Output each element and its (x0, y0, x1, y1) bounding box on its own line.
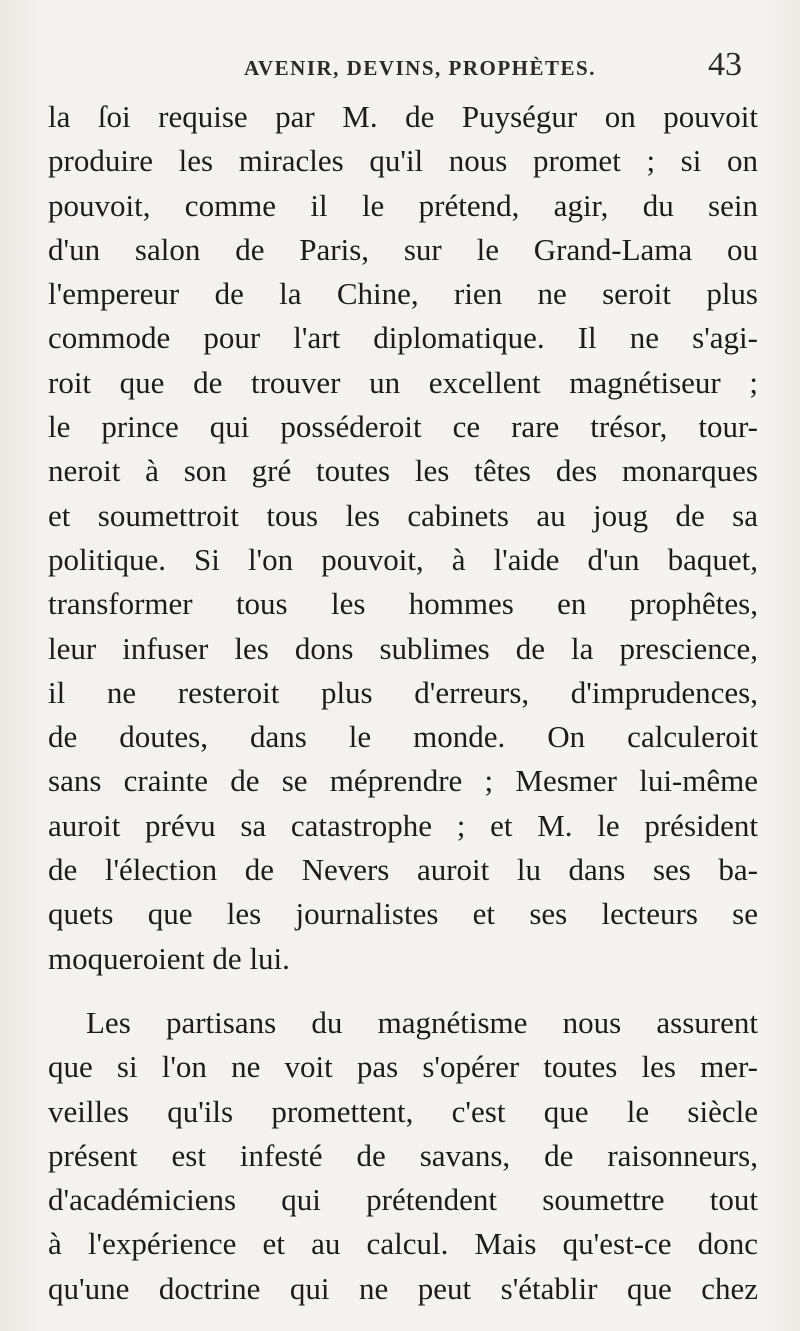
text-line: neroit à son gré toutes les têtes des monarques (48, 453, 758, 489)
paragraph (48, 1001, 758, 1311)
text-line: Les partisans du magnétisme nous assurent (86, 1004, 758, 1040)
text-line: il ne resteroit plus d'erreurs, d'imprudences, (48, 674, 758, 710)
text-line: l'empereur de la Chine, rien ne seroit plus (48, 276, 758, 312)
text-line: roit que de trouver un excellent magnétiseur ; (48, 364, 758, 400)
text-line: sans crainte de se méprendre ; Mesmer lui-même (48, 763, 758, 799)
text-line: de doutes, dans le monde. On calculeroit (48, 719, 758, 755)
body-text (48, 95, 758, 1311)
text-line: commode pour l'art diplomatique. Il ne s'agi- (48, 320, 758, 356)
text-line: quets que les journalistes et ses lecteurs se (48, 896, 758, 932)
text-line: veilles qu'ils promettent, c'est que le siècle (48, 1093, 758, 1129)
text-line: politique. Si l'on pouvoit, à l'aide d'un baquet, (48, 541, 758, 577)
paragraph (48, 95, 758, 981)
text-line: et soumettroit tous les cabinets au joug de sa (48, 497, 758, 533)
text-line: d'un salon de Paris, sur le Grand-Lama ou (48, 231, 758, 267)
text-line: d'académiciens qui prétendent soumettre tout (48, 1182, 758, 1218)
text-line: transformer tous les hommes en prophêtes, (48, 586, 758, 622)
text-line: la ſoi requise par M. de Puységur on pouvoit (48, 99, 758, 134)
text-line: que si l'on ne voit pas s'opérer toutes les mer- (48, 1049, 758, 1085)
text-line: présent est infesté de savans, de raisonneurs, (48, 1137, 758, 1173)
page-number: 43 (708, 46, 742, 83)
text-line: produire les miracles qu'il nous promet ; si on (48, 143, 758, 179)
text-line: qu'une doctrine qui ne peut s'établir que chez (48, 1270, 758, 1306)
page-header (50, 46, 770, 86)
text-line: à l'expérience et au calcul. Mais qu'est-ce donc (48, 1226, 758, 1262)
text-line: moqueroient de lui. (48, 940, 290, 976)
text-line: de l'élection de Nevers auroit lu dans ses ba- (48, 852, 758, 888)
text-line: leur infuser les dons sublimes de la prescience, (48, 630, 758, 666)
text-line: le prince qui posséderoit ce rare trésor, tour- (48, 409, 758, 445)
running-head: AVENIR, DEVINS, PROPHÈTES. (244, 56, 596, 80)
text-line: pouvoit, comme il le prétend, agir, du sein (48, 187, 758, 223)
paragraph-gap (48, 981, 758, 1001)
text-line: auroit prévu sa catastrophe ; et M. le président (48, 807, 758, 843)
